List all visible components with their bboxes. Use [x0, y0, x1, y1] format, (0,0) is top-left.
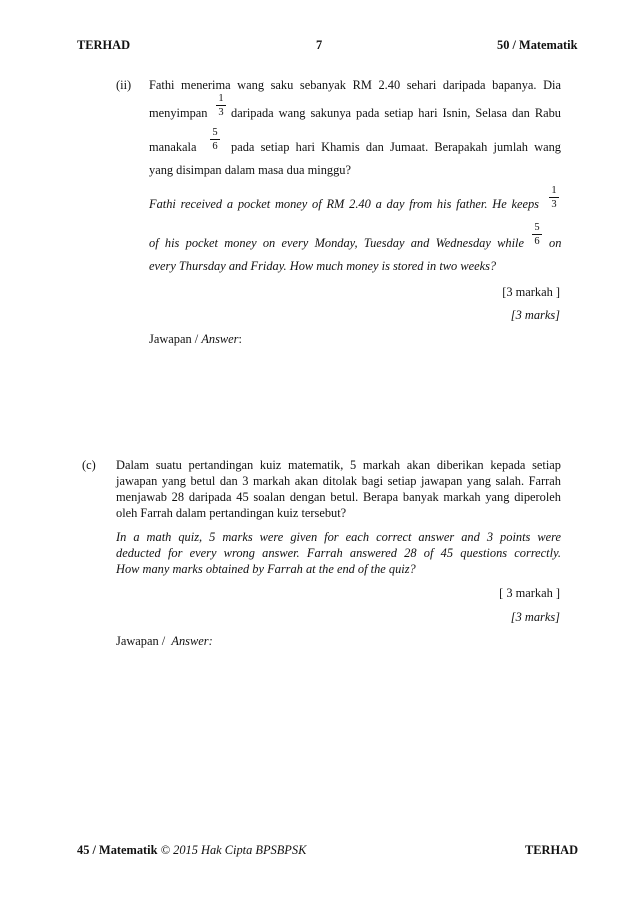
- fraction-one-third-english: [549, 185, 559, 210]
- fraction-numerator: 5: [212, 127, 218, 138]
- question-c-marks-malay: [ 3 markah ]: [499, 586, 560, 600]
- fraction-bar: [549, 197, 559, 198]
- footer-classification: TERHAD: [525, 843, 579, 857]
- fraction-denominator: 6: [212, 141, 218, 152]
- question-c-malay-line-2: jawapan yang betul dan 3 markah akan ditolak bagi setiap jawapan yang salah. Farrah: [116, 474, 561, 488]
- fraction-denominator: 3: [551, 199, 557, 210]
- footer-copyright: [77, 843, 306, 858]
- answer-label-malay: Jawapan /: [149, 332, 202, 346]
- question-ii-number: (ii): [116, 78, 132, 92]
- question-c-number: (c): [82, 458, 96, 472]
- fraction-bar: [532, 234, 542, 235]
- question-ii-malay-line-1: Fathi menerima wang saku sebanyak RM 2.40 sehari daripada bapanya. Dia: [149, 78, 561, 92]
- fraction-denominator: 3: [218, 107, 224, 118]
- answer-label-english: Answer: [201, 332, 239, 346]
- question-c-english-line-2: deducted for every wrong answer. Farrah answered 28 of 45 questions correctly.: [116, 546, 561, 560]
- answer-label-english: Answer:: [171, 634, 213, 648]
- fraction-numerator: 1: [218, 93, 224, 104]
- fraction-one-third: [216, 93, 226, 118]
- header-subject: 50 / Matematik: [497, 38, 578, 52]
- fraction-numerator: 5: [534, 222, 540, 233]
- question-c-malay-line-4: oleh Farrah dalam pertandingan kuiz tersebut?: [116, 506, 347, 520]
- question-c-marks-english: [3 marks]: [510, 610, 560, 624]
- question-ii-malay-line-4: yang disimpan dalam masa dua minggu?: [149, 163, 351, 177]
- page-number: 7: [316, 38, 323, 52]
- question-ii-english-line-3: every Thursday and Friday. How much money is stored in two weeks?: [149, 259, 497, 273]
- fraction-bar: [216, 105, 226, 106]
- fraction-denominator: 6: [534, 236, 540, 247]
- question-ii-english-line-2a: of his pocket money on every Monday, Tuesday and Wednesday while: [149, 236, 524, 250]
- question-c-english-line-3: How many marks obtained by Farrah at the end of the quiz?: [116, 562, 416, 576]
- fraction-numerator: 1: [551, 185, 557, 196]
- question-ii-malay-line-2b: daripada wang sakunya pada setiap hari Isnin, Selasa dan Rabu: [231, 106, 561, 120]
- question-ii-english-line-1: Fathi received a pocket money of RM 2.40 a day from his father. He keeps: [149, 197, 539, 211]
- answer-label-malay: Jawapan /: [116, 634, 172, 648]
- question-c-english-line-1: In a math quiz, 5 marks were given for each correct answer and 3 points were: [116, 530, 561, 544]
- fraction-five-sixths-english: [532, 222, 542, 247]
- fraction-five-sixths: [210, 127, 220, 152]
- fraction-bar: [210, 139, 220, 140]
- question-ii-malay-line-3b: pada setiap hari Khamis dan Jumaat. Berapakah jumlah wang: [231, 140, 561, 154]
- question-ii-marks-malay: [3 markah ]: [502, 285, 560, 299]
- question-c-malay-line-3: menjawab 28 daripada 45 soalan dengan betul. Berapa banyak markah yang diperoleh: [116, 490, 561, 504]
- question-ii-answer-label: [149, 332, 242, 347]
- question-c-answer-label: [116, 634, 213, 649]
- header-classification: TERHAD: [77, 38, 131, 52]
- question-ii-marks-english: [3 marks]: [510, 308, 560, 322]
- answer-colon: :: [238, 332, 242, 346]
- question-c-malay-line-1: Dalam suatu pertandingan kuiz matematik, 5 markah akan diberikan kepada setiap: [116, 458, 561, 472]
- footer-subject: 45 / Matematik: [77, 843, 158, 857]
- question-ii-malay-line-2a: menyimpan: [149, 106, 208, 120]
- question-ii-malay-line-3a: manakala: [149, 140, 197, 154]
- footer-copyright-text: © 2015 Hak Cipta BPSBPSK: [157, 843, 307, 857]
- question-ii-english-line-2b: on: [549, 236, 562, 250]
